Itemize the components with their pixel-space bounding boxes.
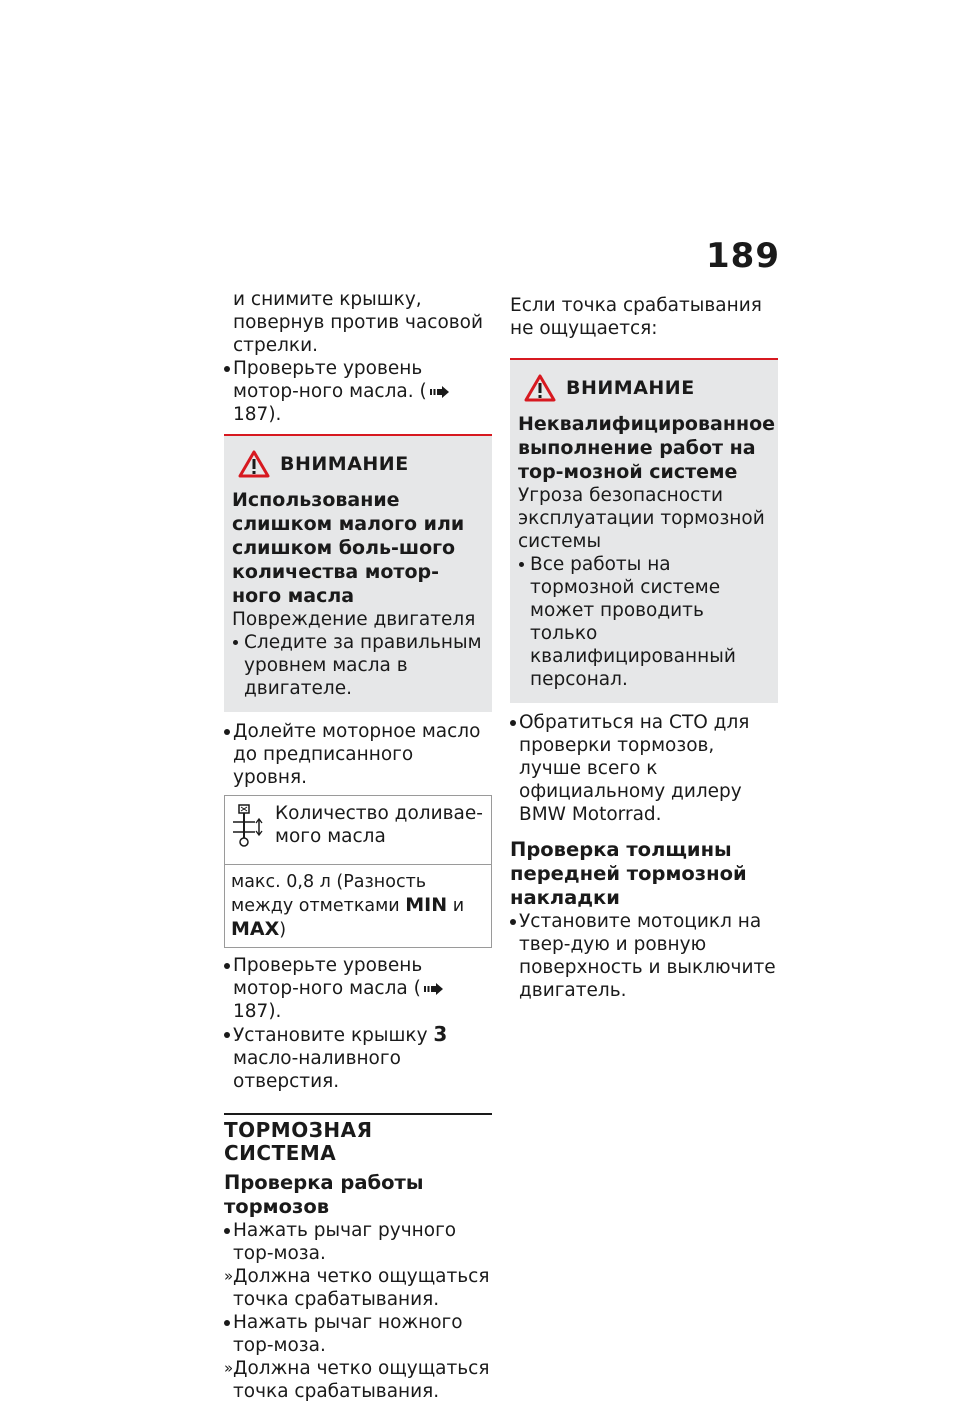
warning-consequence: Угроза безопасности эксплуатации тормозной системы — [518, 485, 765, 552]
warning-header — [518, 374, 770, 402]
page-reference-link[interactable]: 187 — [233, 1001, 269, 1022]
warning-cause: Использование слишком малого или слишком боль-шого количества мотор-ного масла — [232, 489, 465, 607]
page-reference-arrow-icon — [430, 385, 450, 399]
list-item-foot-brake: Нажать рычаг ножного тор-моза. — [224, 1311, 492, 1357]
warning-triangle-icon — [524, 374, 556, 402]
warning-box-oil-level — [224, 434, 492, 712]
list-item-park-bike: Установите мотоцикл на твер-дую и ровную поверхность и выключите двигатель. — [510, 910, 778, 1002]
warning-measure: Следите за правильным уровнем масла в двигателе. — [232, 631, 484, 700]
right-column — [510, 294, 778, 1002]
page-number: 189 — [706, 236, 780, 276]
warning-triangle-icon — [238, 450, 270, 478]
spec-box-oil-quantity — [224, 795, 492, 948]
warning-header — [232, 450, 484, 478]
oil-dipstick-icon — [231, 802, 265, 850]
section-title: ТОРМОЗНАЯ СИСТЕМА — [224, 1113, 492, 1165]
callout-number: 3 — [433, 1022, 448, 1046]
spec-header — [225, 796, 491, 865]
list-item-install-cap: Установите крышку 3 масло-наливного отверстия. — [224, 1023, 492, 1093]
spec-value: макс. 0,8 л (Разность между отметками MIN и MAX) — [231, 872, 465, 940]
bullet-dot-icon — [224, 1320, 230, 1326]
mark-min: MIN — [405, 894, 448, 916]
left-column — [224, 288, 492, 1403]
result-arrow-icon: » — [224, 1359, 234, 1377]
mark-max: MAX — [231, 918, 280, 940]
warning-measure: Все работы на тормозной системе может проводить только квалифицированный персонал. — [518, 553, 770, 691]
warning-title: ВНИМАНИЕ — [566, 376, 695, 399]
intro-continuation: и снимите крышку, повернув против часовой стрелки. — [233, 289, 484, 356]
bullet-dot-icon — [519, 562, 524, 567]
result-arrow-icon: » — [224, 1267, 234, 1285]
subsection-title: Проверка толщины передней тормозной накладки — [510, 838, 747, 909]
result-item-1: » Должна четко ощущаться точка срабатывания. — [224, 1266, 490, 1310]
subsection-title: Проверка работы тормозов — [224, 1171, 424, 1218]
bullet-dot-icon — [233, 640, 238, 645]
list-item-hand-brake: Нажать рычаг ручного тор-моза. — [224, 1219, 492, 1265]
bullet-dot-icon — [224, 963, 230, 969]
page-reference-link[interactable]: 187 — [233, 404, 269, 425]
warning-box-brake-work — [510, 358, 778, 703]
bullet-dot-icon — [224, 366, 230, 372]
bullet-dot-icon — [510, 919, 516, 925]
list-item-top-up: Долейте моторное масло до предписанного уровня. — [224, 720, 492, 789]
bullet-dot-icon — [224, 1228, 230, 1234]
warning-consequence: Повреждение двигателя — [232, 609, 476, 630]
bullet-dot-icon — [224, 729, 230, 735]
result-item-2: » Должна четко ощущаться точка срабатывания. — [224, 1358, 490, 1402]
warning-cause: Неквалифицированное выполнение работ на тор-мозной системе — [518, 413, 776, 483]
spec-label: Количество доливае-мого масла — [275, 803, 483, 847]
list-item-check-oil-1: Проверьте уровень мотор-ного масла. (187). — [224, 357, 492, 426]
condition-text: Если точка срабатывания не ощущается: — [510, 295, 762, 339]
bullet-dot-icon — [510, 720, 516, 726]
bullet-dot-icon — [224, 1032, 230, 1038]
page-reference-arrow-icon — [424, 982, 444, 996]
list-item-check-oil-2: Проверьте уровень мотор-ного масла (187). — [224, 954, 492, 1023]
warning-title: ВНИМАНИЕ — [280, 452, 409, 475]
list-item-contact-dealer: Обратиться на СТО для проверки тормозов, лучше всего к официальному дилеру BMW Motorrad. — [510, 711, 778, 826]
